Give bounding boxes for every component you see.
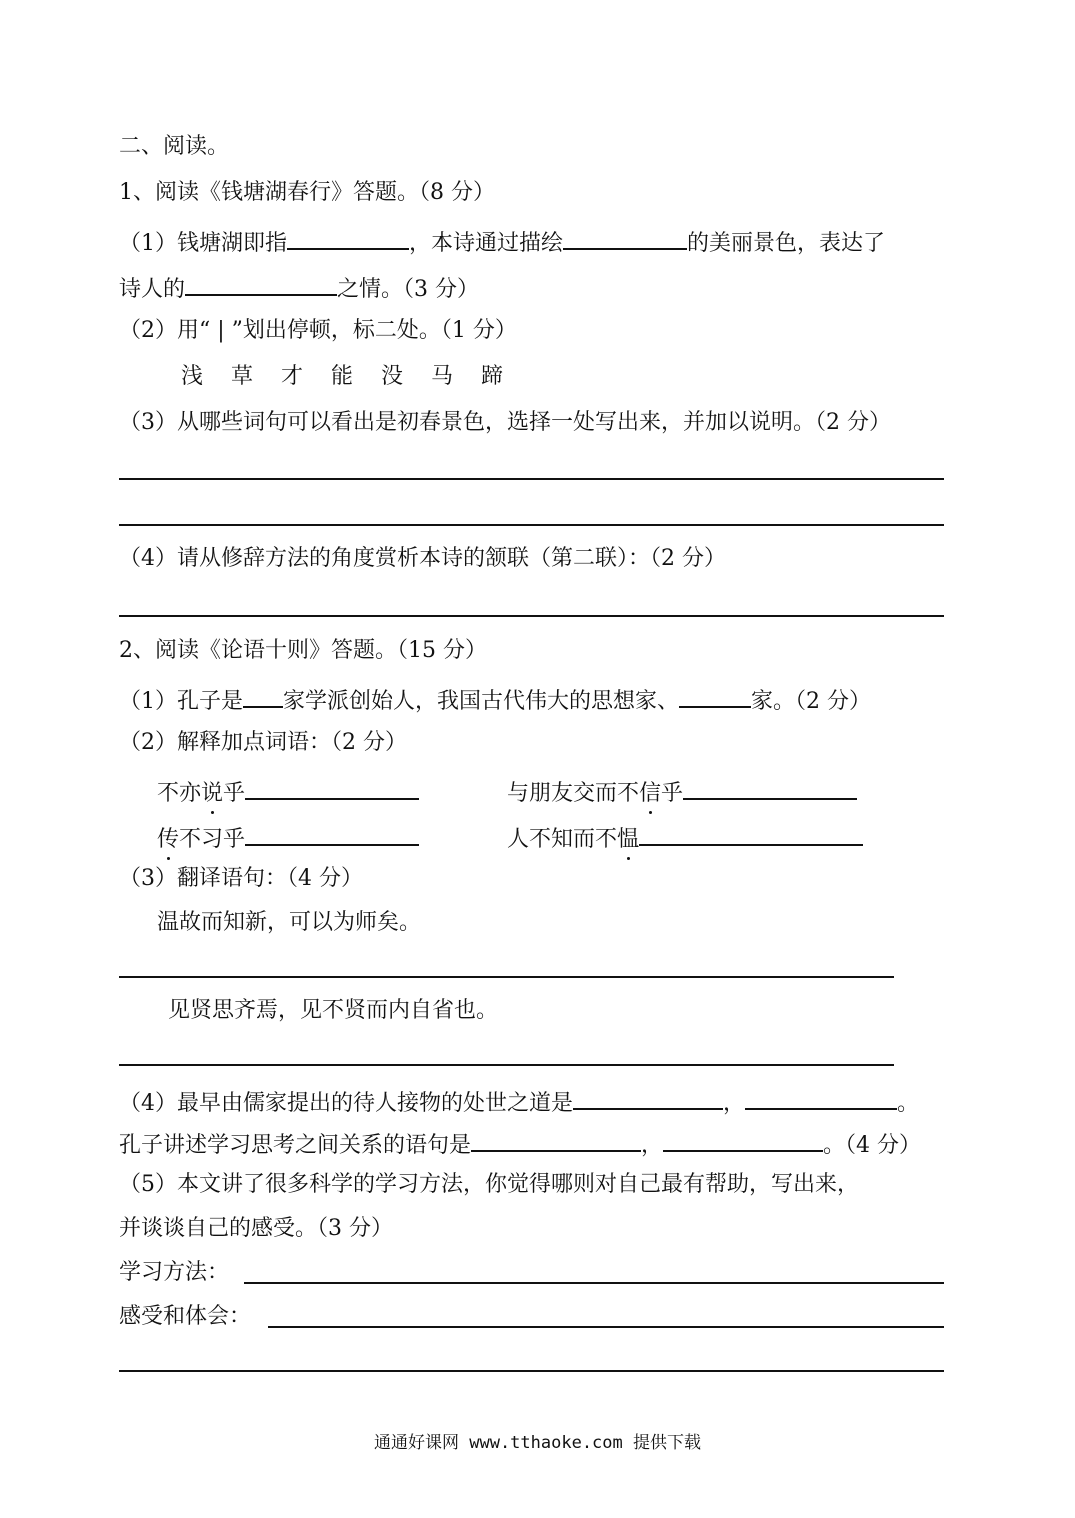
answer-line[interactable]: [119, 615, 944, 617]
poem-char[interactable]: 能: [331, 364, 354, 389]
q1-p1-text-d: 诗人的: [119, 277, 186, 302]
q2-p4-text-c: 。: [897, 1091, 920, 1116]
answer-blank[interactable]: [745, 1086, 897, 1110]
vocab-item: [157, 776, 419, 807]
q1-p1-text-b: ，本诗通过描绘: [409, 231, 564, 256]
vocab-text: 与朋友交而不: [507, 781, 640, 806]
q2-p4-text-f: 。（4 分）: [823, 1133, 922, 1158]
q2-p4-text-a: （4）最早由儒家提出的待人接物的处世之道是: [119, 1091, 573, 1116]
section-title: 二、阅读。: [119, 134, 230, 159]
poem-char[interactable]: 浅: [181, 364, 204, 389]
poem-char[interactable]: 没: [381, 364, 404, 389]
answer-blank[interactable]: [639, 822, 863, 846]
dotted-char: 愠: [617, 827, 640, 852]
answer-line[interactable]: [268, 1326, 944, 1328]
poem-char[interactable]: 才: [281, 364, 304, 389]
q2-p1-text-a: （1）孔子是: [119, 689, 243, 714]
answer-blank[interactable]: [573, 1086, 723, 1110]
answer-line[interactable]: [119, 1064, 894, 1066]
answer-line[interactable]: [119, 976, 894, 978]
q2-p2: （2）解释加点词语：（2 分）: [119, 730, 407, 755]
q2-p3: （3）翻译语句：（4 分）: [119, 866, 363, 891]
vocab-text: 不亦: [157, 781, 202, 806]
answer-line[interactable]: [119, 1370, 944, 1372]
answer-line[interactable]: [119, 478, 944, 480]
q1-p1-line2: [119, 272, 479, 303]
answer-blank[interactable]: [185, 272, 337, 296]
answer-blank[interactable]: [683, 776, 857, 800]
q2-p5-line1: （5）本文讲了很多科学的学习方法，你觉得哪则对自己最有帮助，写出来，: [119, 1172, 859, 1197]
translate-sentence-2: 见贤思齐焉，见不贤而内自省也。: [168, 998, 499, 1023]
vocab-item: [507, 822, 863, 853]
q1-p3: （3）从哪些词句可以看出是初春景色，选择一处写出来，并加以说明。（2 分）: [119, 410, 891, 435]
answer-blank[interactable]: [679, 684, 751, 708]
q1-p1-text-c: 的美丽景色，表达了: [687, 231, 886, 256]
dotted-char: 传: [157, 827, 180, 852]
answer-blank[interactable]: [245, 822, 419, 846]
vocab-text: 乎: [223, 781, 246, 806]
feel-label: 感受和体会：: [119, 1304, 252, 1329]
q1-p1-text-a: （1）钱塘湖即指: [119, 231, 287, 256]
method-label: 学习方法：: [119, 1260, 230, 1285]
answer-blank[interactable]: [663, 1128, 823, 1152]
q2-title: 2、阅读《论语十则》答题。（15 分）: [119, 638, 487, 663]
vocab-item: [507, 776, 857, 807]
poem-char[interactable]: 蹄: [481, 364, 504, 389]
dotted-char: 信: [639, 781, 662, 806]
answer-blank[interactable]: [245, 776, 419, 800]
footer-source: 通通好课网 www.tthaoke.com 提供下载: [374, 1433, 701, 1453]
q2-p4-line1: [119, 1086, 919, 1117]
translate-sentence-1: 温故而知新，可以为师矣。: [157, 910, 422, 935]
q1-p1-text-e: 之情。（3 分）: [337, 277, 480, 302]
answer-line[interactable]: [119, 524, 944, 526]
vocab-item: [157, 822, 419, 853]
poem-char[interactable]: 草: [231, 364, 254, 389]
vocab-text: 不习乎: [179, 827, 246, 852]
poem-line: [181, 364, 531, 390]
poem-char[interactable]: 马: [431, 364, 454, 389]
vocab-text: 人不知而不: [507, 827, 618, 852]
answer-blank[interactable]: [563, 226, 687, 250]
answer-blank[interactable]: [243, 684, 283, 708]
q1-title: 1、阅读《钱塘湖春行》答题。（8 分）: [119, 180, 495, 205]
answer-blank[interactable]: [287, 226, 409, 250]
answer-line[interactable]: [244, 1282, 944, 1284]
q1-p1-line1: [119, 226, 885, 257]
q2-p4-text-b: ，: [723, 1091, 746, 1116]
q2-p4-line2: [119, 1128, 921, 1159]
q2-p1: [119, 684, 871, 715]
q1-p4: （4）请从修辞方法的角度赏析本诗的颔联（第二联）：（2 分）: [119, 546, 726, 571]
vocab-text: 乎: [661, 781, 684, 806]
q2-p4-text-d: 孔子讲述学习思考之间关系的语句是: [119, 1133, 472, 1158]
q2-p5-line2: 并谈谈自己的感受。（3 分）: [119, 1216, 393, 1241]
q2-p4-text-e: ，: [641, 1133, 664, 1158]
answer-blank[interactable]: [471, 1128, 641, 1152]
dotted-char: 说: [201, 781, 224, 806]
q2-p1-text-c: 家。（2 分）: [751, 689, 872, 714]
q1-p2: （2）用“ | ”划出停顿，标二处。（1 分）: [119, 318, 517, 343]
q2-p1-text-b: 家学派创始人，我国古代伟大的思想家、: [283, 689, 680, 714]
